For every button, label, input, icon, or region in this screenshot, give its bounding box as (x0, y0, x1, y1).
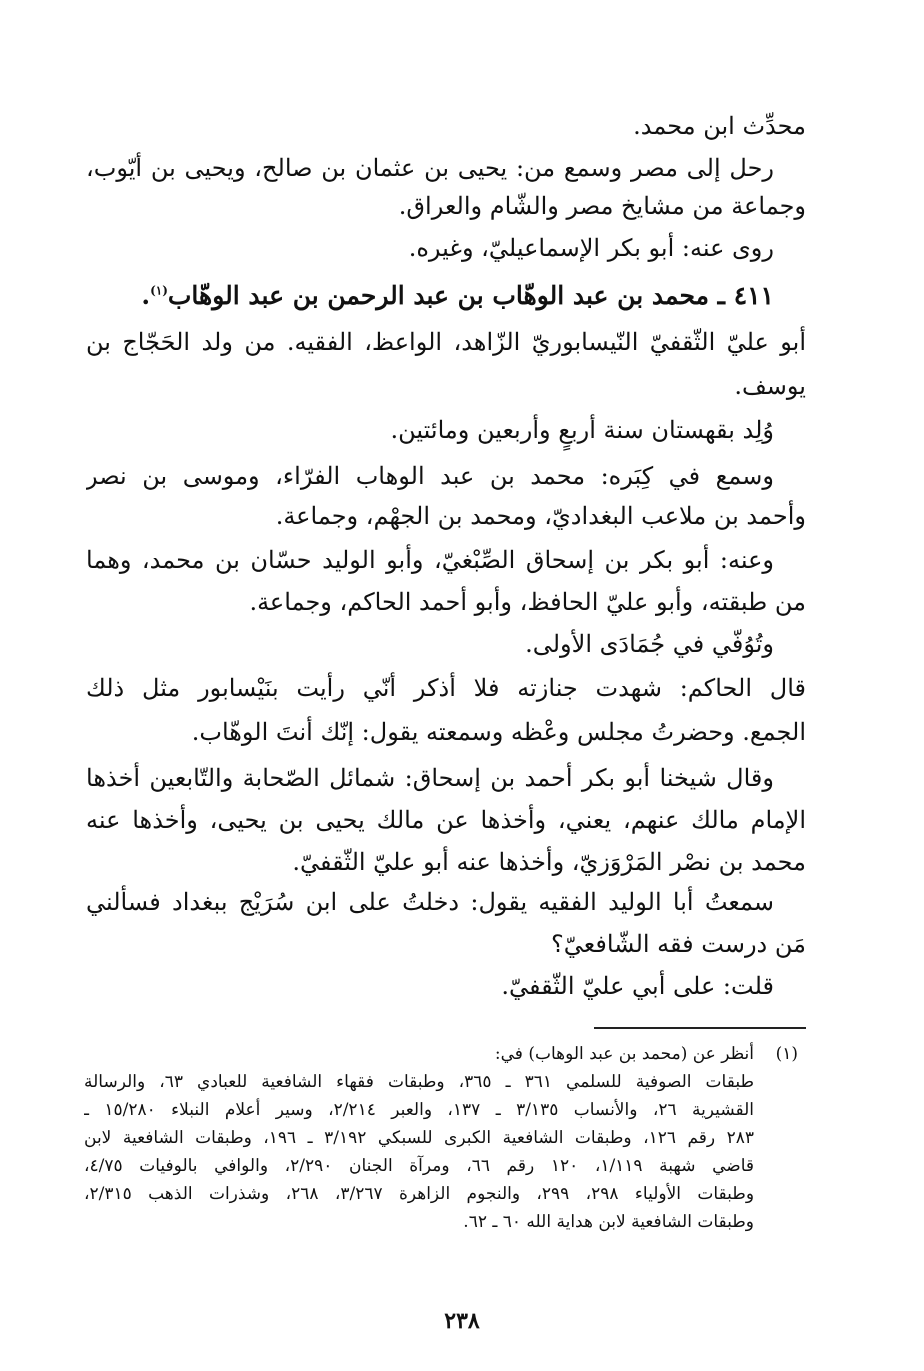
entry-heading-end: . (141, 281, 151, 310)
footnote-line: وطبقات الشافعية لابن هداية الله ٦٠ ـ ٦٢. (463, 1212, 754, 1232)
footnote-line: وطبقات الأولياء ٢٩٨، ٢٩٩، والنجوم الزاهرة ٣/٢٦٧، ٢٦٨، وشذرات الذهب ٢/٣١٥، (84, 1184, 754, 1204)
page-number: ٢٣٨ (444, 1308, 480, 1334)
text-line: قال الحاكم: شهدت جنازته فلا أذكر أنّي رأيت بنَيْسابور مثل ذلك (86, 674, 806, 702)
text-line: الجمع. وحضرتُ مجلس وعْظه وسمعته يقول: إنّك أنتَ الوهّاب. (191, 718, 806, 746)
text-line: أبو عليّ الثّقفيّ النّيسابوريّ الزّاهد، الواعظ، الفقيه. من ولد الحَجّاج بن (86, 328, 806, 356)
text-line: وأحمد بن ملاعب البغداديّ، ومحمد بن الجهْم، وجماعة. (275, 502, 806, 530)
text-line: محدِّث ابن محمد. (633, 112, 806, 140)
text-line: قلت: على أبي عليّ الثّقفيّ. (501, 972, 774, 1000)
footnote-line: القشيرية ٢٦، والأنساب ٣/١٣٥ ـ ١٣٧، والعبر ٢/٢١٤، وسير أعلام النبلاء ١٥/٢٨٠ ـ (84, 1100, 754, 1120)
footnote-separator (594, 1027, 806, 1029)
entry-heading (86, 276, 774, 316)
text-line: وسمع في كِبَره: محمد بن عبد الوهاب الفرّاء، وموسى بن نصر (86, 462, 774, 490)
footnote-line: أنظر عن (محمد بن عبد الوهاب) في: (494, 1044, 754, 1064)
text-line: وُلِد بقهستان سنة أربعٍ وأربعين ومائتين. (390, 416, 774, 444)
footnote-reference: (١) (150, 283, 168, 298)
entry-heading-text: ٤١١ ـ محمد بن عبد الوهّاب بن عبد الرحمن بن عبد الوهّاب (167, 281, 774, 310)
footnote-line: طبقات الصوفية للسلمي ٣٦١ ـ ٣٦٥، وطبقات فقهاء الشافعية للعبادي ٦٣، والرسالة (84, 1072, 754, 1092)
text-line: وعنه: أبو بكر بن إسحاق الصِّبْغيّ، وأبو الوليد حسّان بن محمد، وهما (86, 546, 774, 574)
text-line: سمعتُ أبا الوليد الفقيه يقول: دخلتُ على ابن سُرَيْج ببغداد فسألني (86, 888, 774, 916)
text-line: وتُوُفّي في جُمَادَى الأولى. (525, 630, 774, 658)
footnote-line: قاضي شهبة ١/١١٩، ١٢٠ رقم ٦٦، ومرآة الجنان ٢/٢٩٠، والوافي بالوفيات ٤/٧٥، (84, 1156, 754, 1176)
text-line: الإمام مالك عنهم، يعني، وأخذها عن مالك يحيى بن يحيى، وأخذها عنه (86, 806, 806, 834)
text-line: من طبقته، وأبو عليّ الحافظ، وأبو أحمد الحاكم، وجماعة. (249, 588, 806, 616)
text-line: روى عنه: أبو بكر الإسماعيليّ، وغيره. (408, 234, 774, 262)
text-line: مَن درست فقه الشّافعيّ؟ (551, 930, 806, 958)
footnote-line: ٢٨٣ رقم ١٢٦، وطبقات الشافعية الكبرى للسبكي ٣/١٩٢ ـ ١٩٦، وطبقات الشافعية لابن (84, 1128, 754, 1148)
text-line: يوسف. (734, 372, 806, 400)
text-line: محمد بن نصْر المَرْوَزيّ، وأخذها عنه أبو عليّ الثّقفيّ. (292, 848, 806, 876)
footnote-number: (١) (775, 1044, 798, 1064)
text-line: رحل إلى مصر وسمع من: يحيى بن عثمان بن صالح، ويحيى بن أيّوب، (86, 154, 774, 182)
text-line: وجماعة من مشايخ مصر والشّام والعراق. (398, 192, 806, 220)
text-line: وقال شيخنا أبو بكر أحمد بن إسحاق: شمائل الصّحابة والتّابعين أخذها (86, 764, 774, 792)
